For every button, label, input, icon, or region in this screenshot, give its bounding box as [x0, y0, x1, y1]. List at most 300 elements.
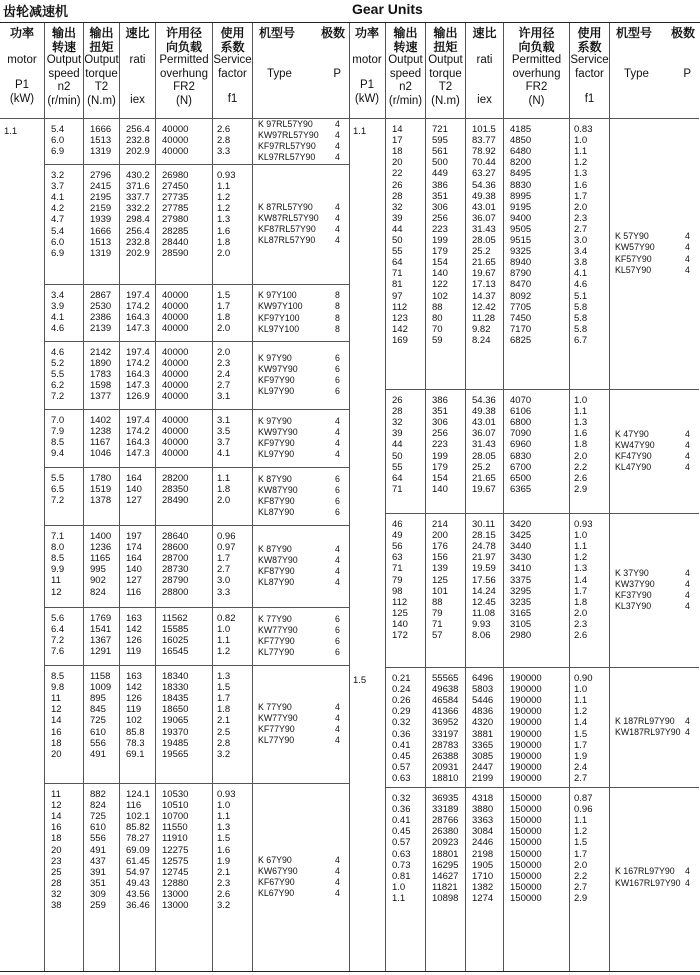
left-speed-cell: 9.8 [51, 682, 65, 694]
left-poles-cell: 6 [335, 386, 340, 397]
left-ratio-cell: 232.8 [126, 236, 150, 248]
left-factor-cell: 1.5 [217, 682, 231, 694]
header-ratio-en: rati [129, 53, 146, 66]
right-poles-cell: 4 [685, 253, 690, 264]
right-speed-cell: 20 [392, 157, 403, 169]
right-ratio-cell: 11.28 [472, 312, 496, 324]
right-load-cell: 9400 [510, 212, 532, 224]
left-ratio-cell: 119 [126, 704, 142, 716]
right-torque-cell: 125 [432, 574, 448, 586]
right-ratio-cell: 31.43 [472, 439, 496, 451]
header-load-en2: overhung [512, 67, 561, 80]
right-torque-cell: 59 [432, 334, 443, 346]
left-ratio-cell: 337.7 [126, 192, 150, 204]
header-factor-en2: factor [218, 67, 247, 80]
left-torque-cell: 725 [90, 811, 106, 823]
right-type-cell: K 37Y90 [615, 567, 649, 578]
right-torque-cell: 154 [432, 472, 448, 484]
left-load-cell: 40000 [162, 380, 189, 392]
right-torque-cell: 140 [432, 483, 448, 495]
right-factor-cell: 2.9 [574, 483, 588, 495]
header-load-en1: Permitted [159, 54, 209, 66]
right-load-cell: 190000 [510, 717, 542, 729]
header-load [156, 23, 213, 118]
right-load-cell: 8995 [510, 190, 532, 202]
left-poles-cell: 6 [335, 636, 340, 646]
right-torque-cell: 351 [432, 190, 448, 202]
left-ratio-cell: 126.9 [126, 391, 150, 403]
left-type-cell: K 87Y90 [258, 543, 292, 554]
right-ratio-cell: 25.2 [472, 246, 491, 258]
header-torque [84, 23, 120, 118]
right-torque-cell: 28766 [432, 815, 459, 827]
left-ratio-cell: 43.56 [126, 888, 150, 900]
right-ratio-cell: 54.36 [472, 179, 496, 191]
left-load-cell: 40000 [162, 290, 189, 301]
header-speed-cn1: 输出 [51, 26, 76, 40]
left-poles-cell: 4 [335, 854, 340, 865]
left-ratio-cell: 197.4 [126, 290, 150, 301]
right-torque-cell: 80 [432, 312, 443, 324]
right-speed-cell: 0.36 [392, 804, 411, 816]
right-load-cell: 190000 [510, 739, 542, 751]
right-torque-cell: 449 [432, 168, 448, 180]
left-speed-cell: 7.1 [51, 531, 65, 542]
right-factor-cell: 1.4 [574, 574, 588, 586]
left-torque-cell: 1167 [90, 437, 111, 449]
right-ratio-cell: 78.92 [472, 146, 496, 158]
header-model-en-row [253, 68, 349, 82]
right-load-cell: 6500 [510, 472, 532, 484]
left-ratio-cell: 54.97 [126, 866, 150, 878]
left-speed-cell: 28 [51, 877, 62, 889]
left-type-cell: KF77Y90 [258, 724, 295, 734]
right-poles-cell: 4 [685, 462, 690, 473]
left-torque-cell: 2386 [90, 312, 112, 324]
right-speed-cell: 14 [392, 124, 403, 135]
left-load-cell: 12575 [162, 855, 189, 867]
left-speed-cell: 3.7 [51, 181, 65, 193]
left-ratio-cell: 332.2 [126, 203, 150, 215]
left-poles-cell: 4 [335, 235, 340, 246]
right-factor-cell: 2.7 [574, 223, 588, 235]
left-ratio-cell: 126 [126, 693, 142, 705]
left-torque-cell: 845 [90, 704, 106, 716]
header-speed-cn2: 转速 [51, 39, 76, 54]
right-factor-cell: 3.8 [574, 257, 588, 269]
right-torque-cell: 20931 [432, 761, 459, 773]
header-torque-en2: torque [85, 67, 118, 80]
right-torque-cell: 18810 [432, 772, 459, 784]
left-load-cell: 12275 [162, 844, 189, 856]
right-load-cell: 190000 [510, 695, 542, 707]
right-torque-cell: 33189 [432, 804, 459, 816]
left-torque-cell: 1236 [90, 542, 112, 554]
right-type-cell: KW47Y90 [615, 439, 655, 450]
left-ratio-cell: 78.3 [126, 737, 145, 749]
right-torque-cell: 214 [432, 519, 448, 530]
right-speed-cell: 112 [392, 596, 408, 608]
right-torque-cell: 20923 [432, 837, 459, 849]
right-speed-cell: 28 [392, 190, 403, 202]
left-torque-cell: 895 [90, 693, 106, 705]
header-torque-en1: Output [84, 54, 119, 66]
left-load-cell: 27735 [162, 192, 189, 204]
left-speed-cell: 3.2 [51, 170, 65, 181]
right-factor-cell: 1.1 [574, 541, 588, 553]
left-type-cell: KW97RL57Y90 [258, 129, 319, 140]
right-ratio-cell: 9.93 [472, 618, 491, 630]
left-load-cell: 27980 [162, 214, 189, 226]
right-load-cell: 3410 [510, 563, 532, 575]
right-speed-cell: 0.26 [392, 695, 411, 707]
left-factor-cell: 1.9 [217, 855, 231, 867]
left-factor-cell: 2.5 [217, 726, 231, 738]
right-torque-cell: 36952 [432, 717, 459, 729]
left-factor-cell: 1.8 [217, 236, 231, 248]
left-ratio-cell: 119 [126, 646, 142, 658]
left-torque-cell: 1402 [90, 415, 112, 426]
right-load-cell: 150000 [510, 804, 542, 816]
left-ratio-cell: 202.9 [126, 247, 150, 259]
right-factor-cell: 2.0 [574, 607, 588, 619]
right-speed-cell: 26 [392, 179, 403, 191]
left-col-rule [83, 118, 84, 971]
right-speed-cell: 0.21 [392, 673, 411, 684]
right-factor-cell: 3.4 [574, 246, 588, 258]
right-ratio-cell: 21.65 [472, 257, 496, 269]
right-speed-cell: 71 [392, 563, 403, 575]
left-load-cell: 18650 [162, 704, 189, 716]
right-load-cell: 190000 [510, 673, 542, 684]
right-speed-cell: 49 [392, 530, 403, 542]
left-type-cell: K 97RL57Y90 [258, 118, 313, 129]
left-group-rule [45, 341, 349, 342]
left-torque-cell: 902 [90, 575, 106, 587]
right-poles-cell: 4 [685, 231, 690, 242]
right-torque-cell: 595 [432, 135, 448, 147]
left-type-cell: KF77Y90 [258, 636, 295, 646]
header-factor-sym: f1 [584, 93, 595, 105]
left-torque-cell: 1541 [90, 624, 112, 636]
left-type-cell: KF87RL57Y90 [258, 224, 316, 234]
left-speed-cell: 4.2 [51, 203, 65, 215]
left-factor-cell: 1.1 [217, 811, 231, 823]
left-type-cell: K 97Y90 [258, 352, 292, 363]
right-speed-cell: 123 [392, 312, 408, 324]
left-speed-cell: 12 [51, 586, 62, 598]
left-poles-cell: 6 [335, 484, 340, 495]
header-factor-cn2: 系数 [220, 39, 245, 54]
left-group-rule [45, 467, 349, 468]
right-load-cell: 9195 [510, 201, 532, 213]
right-factor-cell: 0.83 [574, 124, 593, 135]
left-load-cell: 11562 [162, 613, 188, 624]
left-poles-cell: 4 [335, 701, 340, 712]
right-load-cell: 3295 [510, 585, 532, 597]
header-model-row [253, 27, 349, 41]
right-ratio-cell: 17.56 [472, 574, 496, 586]
header-load-en1: Permitted [511, 54, 562, 66]
left-poles-cell: 6 [335, 363, 340, 374]
left-poles-cell: 4 [335, 129, 340, 140]
right-factor-cell: 2.0 [574, 450, 588, 462]
left-factor-cell: 1.1 [217, 473, 231, 484]
left-type-cell: KL87Y90 [258, 577, 295, 588]
header-load-cn2: 向负载 [165, 39, 202, 54]
right-speed-cell: 142 [392, 323, 408, 335]
right-torque-cell: 33197 [432, 728, 459, 740]
right-speed-cell: 17 [392, 135, 403, 147]
right-factor-cell: 1.1 [574, 406, 588, 418]
right-load-cell: 8470 [510, 279, 532, 291]
right-speed-cell: 81 [392, 279, 403, 291]
left-type-cell: K 97Y90 [258, 415, 292, 426]
right-load-cell: 6480 [510, 146, 532, 158]
left-torque-cell: 1238 [90, 426, 112, 438]
right-speed-cell: 0.41 [392, 815, 411, 827]
left-speed-cell: 18 [51, 833, 62, 845]
left-poles-cell: 4 [335, 877, 340, 887]
right-ratio-cell: 3084 [472, 826, 494, 838]
left-load-cell: 26980 [162, 170, 189, 181]
right-factor-cell: 5.8 [574, 323, 588, 335]
left-poles-cell: 6 [335, 624, 340, 635]
left-factor-cell: 2.4 [217, 369, 231, 381]
left-ratio-cell: 197.4 [126, 347, 150, 358]
left-ratio-cell: 140 [126, 484, 142, 496]
left-ratio-cell: 174 [126, 542, 142, 554]
right-ratio-cell: 2447 [472, 761, 494, 773]
left-factor-cell: 1.8 [217, 484, 231, 496]
header-torque-sym: T2 [94, 81, 109, 93]
right-ratio-cell: 6496 [472, 673, 494, 684]
left-factor-cell: 2.7 [217, 564, 231, 576]
right-speed-cell: 0.45 [392, 750, 411, 762]
right-torque-cell: 154 [432, 257, 448, 269]
left-ratio-cell: 147.3 [126, 323, 150, 335]
header-speed [386, 23, 426, 118]
left-load-cell: 28440 [162, 236, 189, 248]
right-type-cell: KF47Y90 [615, 451, 652, 461]
right-speed-cell: 0.32 [392, 793, 411, 804]
left-poles-cell: 6 [335, 507, 340, 518]
right-speed-cell: 0.63 [392, 848, 411, 860]
right-speed-cell: 172 [392, 630, 408, 641]
left-torque-cell: 725 [90, 715, 106, 727]
right-factor-cell: 1.7 [574, 848, 588, 860]
left-load-cell: 28200 [162, 473, 189, 484]
left-torque-cell: 1046 [90, 448, 112, 460]
left-torque-cell: 309 [90, 888, 106, 900]
left-group-rule [45, 783, 349, 784]
right-type-cell: K 187RL97Y90 [615, 715, 675, 726]
left-load-cell: 19370 [162, 726, 189, 738]
left-speed-cell: 8.5 [51, 437, 65, 449]
left-load-cell: 28490 [162, 495, 189, 507]
right-speed-cell: 0.32 [392, 717, 411, 729]
left-torque-cell: 351 [90, 877, 106, 889]
header-ratio-sym: iex [130, 94, 145, 106]
right-factor-cell: 1.3 [574, 417, 588, 429]
left-type-cell: KL97Y90 [258, 449, 295, 460]
right-factor-cell: 4.6 [574, 279, 588, 291]
right-ratio-cell: 8.24 [472, 334, 491, 346]
left-poles-cell: 4 [335, 865, 340, 876]
left-speed-cell: 4.1 [51, 312, 65, 324]
left-torque-cell: 1513 [90, 236, 112, 248]
right-speed-cell: 0.45 [392, 826, 411, 838]
left-load-cell: 28790 [162, 575, 189, 587]
left-poles-cell: 6 [335, 473, 340, 484]
header-model-en-row [610, 68, 699, 82]
left-group-rule [45, 284, 349, 285]
left-poles-cell: 4 [335, 543, 340, 554]
right-factor-cell: 1.0 [574, 135, 588, 147]
right-speed-cell: 0.57 [392, 761, 411, 773]
left-ratio-cell: 256.4 [126, 124, 150, 135]
right-factor-cell: 1.0 [574, 395, 588, 406]
left-ratio-cell: 174.2 [126, 426, 150, 438]
left-load-cell: 40000 [162, 437, 189, 449]
left-torque-cell: 1769 [90, 613, 112, 624]
right-ratio-cell: 36.07 [472, 428, 496, 440]
left-torque-cell: 391 [90, 866, 106, 878]
right-poles-cell: 4 [685, 428, 690, 439]
header-factor-cn2: 系数 [577, 39, 602, 54]
left-load-cell: 40000 [162, 312, 189, 324]
right-load-cell: 150000 [510, 870, 542, 882]
left-speed-cell: 20 [51, 748, 62, 760]
right-torque-cell: 256 [432, 212, 448, 224]
left-speed-cell: 3.4 [51, 290, 65, 301]
left-ratio-cell: 197 [126, 531, 142, 542]
left-speed-cell: 6.9 [51, 247, 65, 259]
left-torque-cell: 1291 [90, 646, 112, 658]
left-speed-cell: 8.0 [51, 542, 65, 554]
left-speed-cell: 23 [51, 855, 62, 867]
right-type-cell: KW187RL97Y90 [615, 727, 681, 737]
left-load-cell: 19485 [162, 737, 189, 749]
right-ratio-cell: 4836 [472, 706, 494, 718]
left-poles-cell: 4 [335, 449, 340, 460]
header-power [349, 23, 386, 118]
left-factor-cell: 2.8 [217, 737, 231, 749]
left-group-rule [45, 607, 349, 608]
right-ratio-cell: 49.38 [472, 190, 496, 202]
left-speed-cell: 16 [51, 726, 62, 738]
left-ratio-cell: 116 [126, 586, 142, 598]
left-ratio-cell: 102.1 [126, 811, 150, 823]
right-type-cell: KL47Y90 [615, 462, 652, 473]
left-ratio-cell: 147.3 [126, 380, 150, 392]
header-power-cn: 功率 [9, 26, 34, 40]
left-ratio-cell: 371.6 [126, 181, 150, 193]
left-torque-cell: 995 [90, 564, 106, 576]
right-ratio-cell: 21.65 [472, 472, 496, 484]
left-poles-cell: 4 [335, 152, 340, 163]
right-torque-cell: 306 [432, 201, 448, 213]
right-type-cell: K 57Y90 [615, 231, 649, 242]
right-ratio-cell: 12.45 [472, 596, 496, 608]
right-torque-cell: 500 [432, 157, 448, 169]
left-speed-cell: 4.7 [51, 214, 65, 226]
right-poles-cell: 4 [685, 567, 690, 578]
left-ratio-cell: 197.4 [126, 415, 150, 426]
right-ratio-cell: 25.2 [472, 461, 491, 473]
left-factor-cell: 1.7 [217, 301, 231, 313]
left-poles-cell: 4 [335, 201, 340, 212]
header-speed-cn2: 转速 [393, 39, 418, 54]
header-poles-en: P [333, 68, 341, 80]
left-type-cell: KL97RL57Y90 [258, 152, 316, 163]
header-ratio-cn: 速比 [125, 26, 150, 40]
right-factor-cell: 5.8 [574, 312, 588, 324]
right-torque-cell: 140 [432, 268, 448, 280]
left-factor-cell: 0.93 [217, 789, 236, 800]
left-load-cell: 40000 [162, 323, 189, 335]
left-col-rule [155, 118, 156, 971]
left-type-cell: K 87RL57Y90 [258, 201, 313, 212]
right-torque-cell: 55565 [432, 673, 459, 684]
right-ratio-cell: 70.44 [472, 157, 496, 169]
right-torque-cell: 10898 [432, 892, 459, 904]
left-factor-cell: 1.6 [217, 844, 231, 856]
right-ratio-cell: 101.5 [472, 124, 496, 135]
left-factor-cell: 3.3 [217, 146, 231, 158]
right-torque-cell: 721 [432, 124, 448, 135]
left-load-cell: 19065 [162, 715, 189, 727]
right-torque-cell: 14627 [432, 870, 459, 882]
left-torque-cell: 2867 [90, 290, 112, 301]
right-factor-cell: 2.7 [574, 772, 588, 784]
left-factor-cell: 2.6 [217, 888, 231, 900]
header-ratio [120, 23, 156, 118]
left-torque-cell: 610 [90, 726, 106, 738]
left-speed-cell: 7.6 [51, 646, 65, 658]
left-load-cell: 18340 [162, 671, 189, 682]
header-speed-sym: n2 [399, 81, 412, 93]
left-ratio-cell: 85.8 [126, 726, 145, 738]
right-torque-cell: 36935 [432, 793, 459, 804]
right-torque-cell: 88 [432, 596, 443, 608]
left-type-cell: KF97RL57Y90 [258, 141, 316, 151]
left-torque-cell: 437 [90, 855, 106, 867]
right-poles-cell: 4 [685, 877, 690, 888]
right-ratio-cell: 63.27 [472, 168, 496, 180]
left-torque-cell: 1666 [90, 225, 112, 237]
left-load-cell: 40000 [162, 124, 189, 135]
right-ratio-cell: 28.05 [472, 235, 496, 246]
left-factor-cell: 1.5 [217, 290, 231, 301]
left-factor-cell: 2.0 [217, 347, 231, 358]
left-factor-cell: 0.82 [217, 613, 236, 624]
left-type-cell: KW77Y90 [258, 624, 298, 635]
header-torque-sym: T2 [438, 81, 453, 93]
left-ratio-cell: 202.9 [126, 146, 150, 158]
left-ratio-cell: 232.8 [126, 135, 150, 147]
header-power-unit: (kW) [354, 92, 380, 105]
right-factor-cell: 1.4 [574, 717, 588, 729]
right-poles-cell: 4 [685, 601, 690, 612]
left-speed-cell: 12 [51, 704, 62, 716]
left-group-rule [45, 164, 349, 165]
right-ratio-cell: 30.11 [472, 519, 496, 530]
left-speed-cell: 16 [51, 822, 62, 834]
right-load-cell: 4185 [510, 124, 532, 135]
right-torque-cell: 16295 [432, 859, 459, 871]
left-poles-cell: 6 [335, 496, 340, 506]
